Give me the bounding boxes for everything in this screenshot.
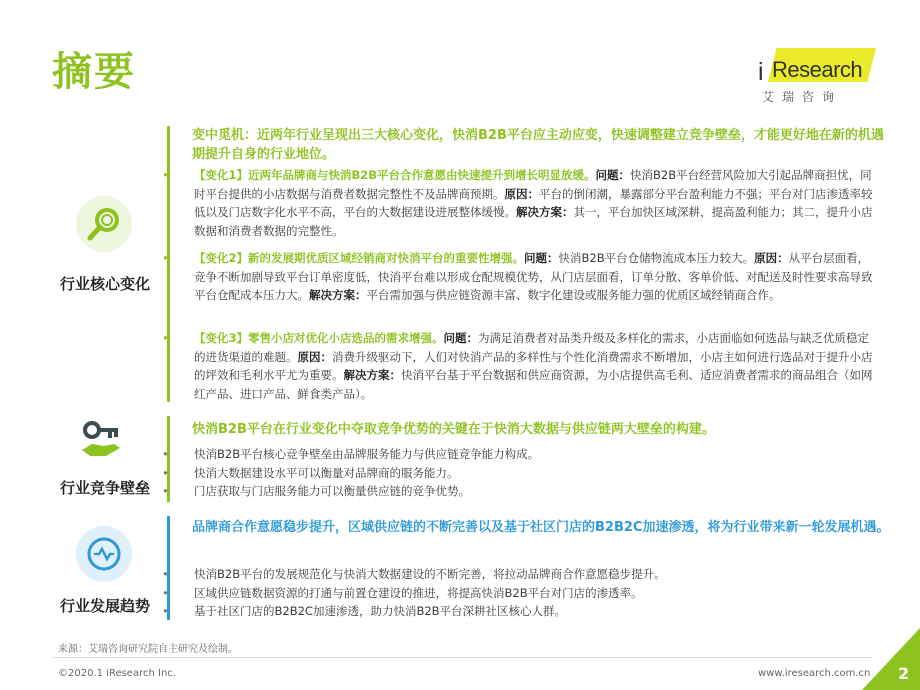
list-item: [162, 482, 878, 501]
problem-text: 快消B2B平台经营风险加大引起品牌商担忧，同时平台提供的小店数据与消费者数据完整性不及品牌商预期。: [194, 168, 872, 201]
list-item: [162, 602, 878, 621]
problem-label: 问题：: [443, 331, 478, 345]
bullet-text: 快消B2B平台的发展规范化与快消大数据建设的不断完善，将拉动品牌商合作意愿稳步提升。: [194, 567, 666, 581]
reason-text: 消费升级驱动下，人们对快消产品的多样性与个性化消费需求不断增加，小店主如何进行选品对于提升小店的坪效和毛利水平尤为重要。: [194, 349, 873, 382]
footer-divider: [52, 657, 872, 658]
bullet: •: [162, 251, 169, 265]
barrier-headline: 快消B2B平台在行业变化中夺取竞争优势的关键在于快消大数据与供应链两大壁垒的构建。: [192, 422, 715, 437]
bullet: •: [162, 484, 169, 498]
change-tag: 【变化2】新的发展期优质区域经销商对快消平台的重要性增强。: [194, 251, 524, 265]
bullet-text: 门店获取与门店服务能力可以衡量供应链的竞争优势。: [194, 484, 470, 498]
copyright: ©2020.1 iResearch Inc.: [58, 668, 176, 679]
logo-prefix: i: [758, 58, 764, 86]
problem-label: 问题：: [524, 251, 559, 265]
list-item: [162, 166, 878, 240]
core-change-list: [162, 249, 878, 305]
core-headline: 变中觅机：近两年行业呈现出三大核心变化，快消B2B平台应主动应变，快速调整建立竞争壁垒，才能更好地在新的机遇期提升自身的行业地位。: [192, 128, 884, 162]
problem-label: 问题：: [595, 168, 631, 182]
page-title: 摘要: [52, 49, 136, 95]
iresearch-logo: [758, 48, 874, 106]
reason-label: 原因：: [297, 349, 332, 364]
solution-label: 解决方案：: [343, 368, 401, 382]
list-item: [162, 329, 878, 403]
barrier-bullet-list: [162, 445, 878, 501]
bullet-text: 快消B2B平台核心竞争壁垒由品牌服务能力与供应链竞争能力构成。: [194, 447, 540, 461]
list-item: [162, 584, 878, 603]
bullet: •: [162, 331, 169, 345]
reason-text: 从平台层面看，竞争不断加剧导致平台订单密度低，快消平台难以形成仓配规模优势，从门店层面看，订单分散、客单价低、对配送及时性要求高导致平台仓配成本压力大。: [194, 251, 873, 302]
solution-label: 解决方案：: [516, 205, 574, 219]
logo-name: Research: [772, 57, 863, 82]
footer-link[interactable]: www.iresearch.com.cn: [758, 668, 871, 679]
logo-subtitle: 艾瑞咨询: [762, 90, 843, 104]
change-tag: 【变化3】零售小店对优化小店选品的需求增强。: [194, 331, 444, 345]
bullet: •: [162, 168, 169, 182]
solution-text: 快消平台基于平台数据和供应商资源，为小店提供高毛利、适应消费者需求的商品组合（如网红产品、进口产品、鲜食类产品）。: [194, 368, 873, 401]
bullet-text: 基于社区门店的B2B2C加速渗透，助力快消B2B平台深耕社区核心人群。: [194, 604, 567, 618]
source-note: 来源：艾瑞咨询研究院自主研究及绘制。: [58, 644, 238, 655]
bullet-text: 区域供应链数据资源的打通与前置仓建设的推进，将提高快消B2B平台对门店的渗透率。: [194, 585, 643, 600]
reason-label: 原因：: [504, 186, 539, 201]
list-item: [162, 565, 878, 584]
bullet: •: [162, 567, 169, 581]
page-number: 2: [898, 664, 910, 683]
problem-text: 快消B2B平台仓储物流成本压力较大。: [558, 251, 755, 265]
corner-decoration: [862, 628, 920, 690]
list-item: [162, 445, 878, 464]
bullet-text: 快消大数据建设水平可以衡量对品牌商的服务能力。: [194, 465, 459, 480]
section-label-trend: 行业发展趋势: [59, 597, 150, 615]
solution-label: 解决方案：: [309, 288, 367, 302]
trend-wave-icon: [76, 526, 132, 582]
bullet: •: [162, 585, 169, 600]
core-change-list: [162, 166, 878, 240]
change-tag: 【变化1】近两年品牌商与快消B2B平台合作意愿由快速提升到增长明显放缓。: [194, 168, 596, 182]
key-hand-icon: [76, 416, 128, 468]
magnifier-icon: [76, 196, 132, 252]
trend-headline: 品牌商合作意愿稳步提升，区域供应链的不断完善以及基于社区门店的B2B2C加速渗透，将为行业带来新一轮发展机遇。: [192, 520, 890, 535]
problem-text: 为满足消费者对品类升级及多样化的需求，小店面临如何选品与缺乏优质稳定的进货渠道的难题。: [194, 331, 869, 364]
core-change-list: [162, 329, 878, 403]
list-item: [162, 249, 878, 305]
reason-text: 平台的倒闭潮，暴露部分平台盈利能力不强；平台对门店渗透率较低以及门店数字化水平不高，平台的大数据建设进展整体缓慢。: [194, 186, 873, 219]
reason-label: 原因：: [754, 251, 789, 265]
section-label-core: 行业核心变化: [59, 275, 150, 293]
solution-text: 其一，平台加快区域深耕，提高盈利能力；其二，提升小店数据和消费者数据的完整性。: [194, 205, 873, 238]
trend-bullet-list: [162, 565, 878, 621]
bullet: •: [162, 604, 169, 618]
list-item: [162, 464, 878, 483]
bullet: •: [162, 465, 169, 480]
solution-text: 平台需加强与供应链资源丰富、数字化建设或服务能力强的优质区域经销商合作。: [366, 288, 781, 302]
section-label-barrier: 行业竞争壁垒: [59, 479, 150, 497]
bullet: •: [162, 447, 169, 461]
